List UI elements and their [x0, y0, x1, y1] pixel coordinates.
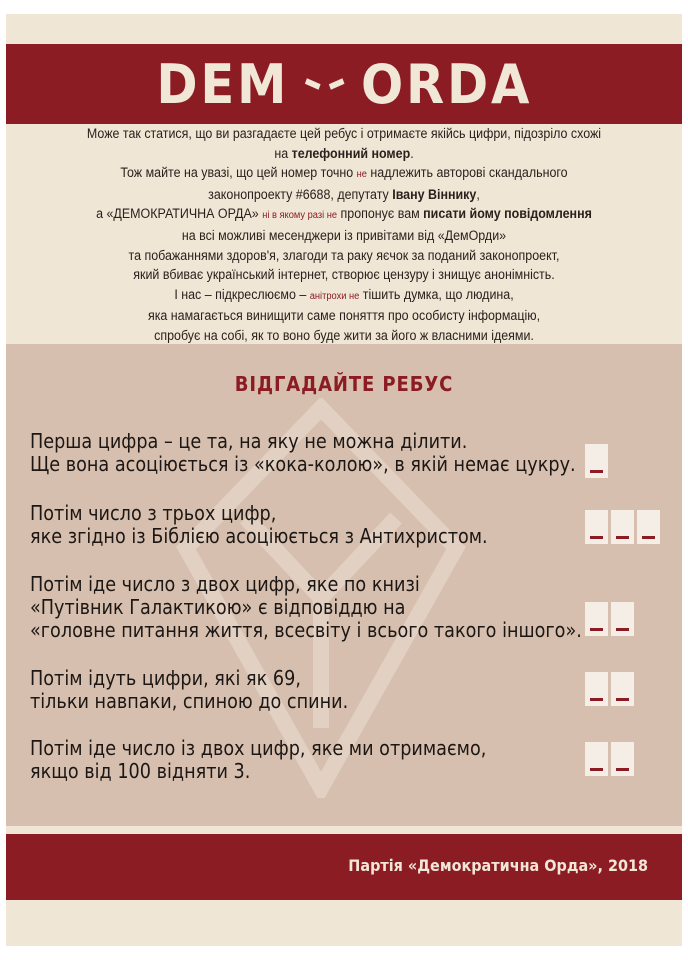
- answer-boxes-2: [585, 510, 660, 544]
- riddle-1: [30, 429, 576, 476]
- riddle-line: «головне питання життя, всесвіту і всього такого іншого».: [30, 618, 582, 642]
- logo-text-left: DEM: [156, 52, 289, 116]
- rebus-title: ВІДГАДАЙТЕ РЕБУС: [234, 372, 454, 396]
- riddle-5: [30, 737, 512, 783]
- riddle-line: Потім число з трьох цифр,: [30, 501, 277, 525]
- intro-emphasis: Івану Віннику: [392, 186, 477, 202]
- intro-red-note: не: [356, 169, 367, 181]
- intro-line: ,: [476, 186, 480, 202]
- header-band: [6, 44, 682, 124]
- footer-credit: Партія «Демократична Орда», 2018: [348, 856, 648, 875]
- riddle-line: якщо від 100 відняти 3.: [30, 759, 251, 783]
- intro-line: на всі можливі месенджери із привітами від «ДемОрди»: [181, 227, 507, 243]
- intro-line: а «ДЕМОКРАТИЧНА ОРДА»: [96, 206, 263, 222]
- riddle-line: Потім іде число з двох цифр, яке по книзі: [30, 572, 420, 596]
- digit-box[interactable]: [585, 510, 608, 544]
- riddle-4: [30, 667, 512, 713]
- intro-emphasis: писати йому повідомлення: [423, 206, 592, 222]
- digit-box[interactable]: [611, 672, 634, 706]
- intro-line: який вбиває український інтернет, створює цензуру і знищує анонімність.: [133, 267, 555, 283]
- footer-band: [6, 834, 682, 900]
- intro-line: Може так статися, що ви разгадаєте цей ребус і отримаєте якійсь цифри, підозріло схожі: [86, 126, 602, 141]
- answer-boxes-5: [585, 742, 634, 776]
- intro-line: пропонує вам: [337, 206, 424, 222]
- digit-box[interactable]: [585, 672, 608, 706]
- digit-box[interactable]: [585, 602, 608, 636]
- answer-boxes-1: [585, 444, 608, 478]
- intro-line: тішить думка, що людина,: [359, 286, 514, 302]
- intro-line: .: [410, 145, 414, 161]
- riddle-3: [30, 572, 582, 642]
- digit-box[interactable]: [611, 742, 634, 776]
- intro-line: надлежить авторові скандального: [366, 165, 568, 181]
- intro-line: Тож майте на увазі, що цей номер точно: [120, 165, 357, 181]
- intro-line: спробує на собі, як то воно буде жити за його ж власними ідеями.: [154, 327, 534, 343]
- riddle-line: тільки навпаки, спиною до спини.: [30, 689, 349, 713]
- intro-text: [48, 124, 639, 346]
- intro-line: та побажаннями здоров'я, злагоди та раку яєчок за поданий законопроект,: [128, 247, 560, 263]
- intro-line: законопроекту #6688, депутату: [208, 186, 393, 202]
- digit-box[interactable]: [637, 510, 660, 544]
- intro-line: на: [274, 145, 292, 161]
- riddle-line: «Путівник Галактикою» є відповіддю на: [30, 595, 406, 619]
- intro-red-note: анітрохи не: [309, 290, 360, 302]
- intro-line: І нас – підкреслюємо –: [174, 286, 310, 302]
- answer-boxes-4: [585, 672, 634, 706]
- riddle-line: Потім іде число із двох цифр, яке ми отримаємо,: [30, 736, 487, 760]
- logo-mark-icon: [306, 81, 345, 87]
- intro-red-note: ні в якому разі не: [262, 210, 338, 222]
- riddle-line: Перша цифра – це та, на яку не можна ділити.: [30, 429, 468, 453]
- intro-line: яка намагається винищити саме поняття про особисту інформацію,: [147, 308, 541, 324]
- intro-emphasis: телефонний номер: [291, 145, 411, 161]
- logo-text-right: ORDA: [360, 52, 532, 116]
- rebus-panel: [6, 344, 682, 826]
- digit-box[interactable]: [611, 510, 634, 544]
- riddle-2: [30, 502, 512, 548]
- answer-boxes-3: [585, 602, 634, 636]
- demorda-logo: [156, 53, 532, 116]
- poster: [6, 14, 682, 946]
- digit-box[interactable]: [585, 444, 608, 478]
- digit-box[interactable]: [585, 742, 608, 776]
- riddle-line: Ще вона асоціюється із «кока-колою», в якій немає цукру.: [30, 452, 576, 476]
- riddle-line: Потім ідуть цифри, які як 69,: [30, 666, 301, 690]
- digit-box[interactable]: [611, 602, 634, 636]
- riddle-line: яке згідно із Біблією асоціюється з Антихристом.: [30, 524, 488, 548]
